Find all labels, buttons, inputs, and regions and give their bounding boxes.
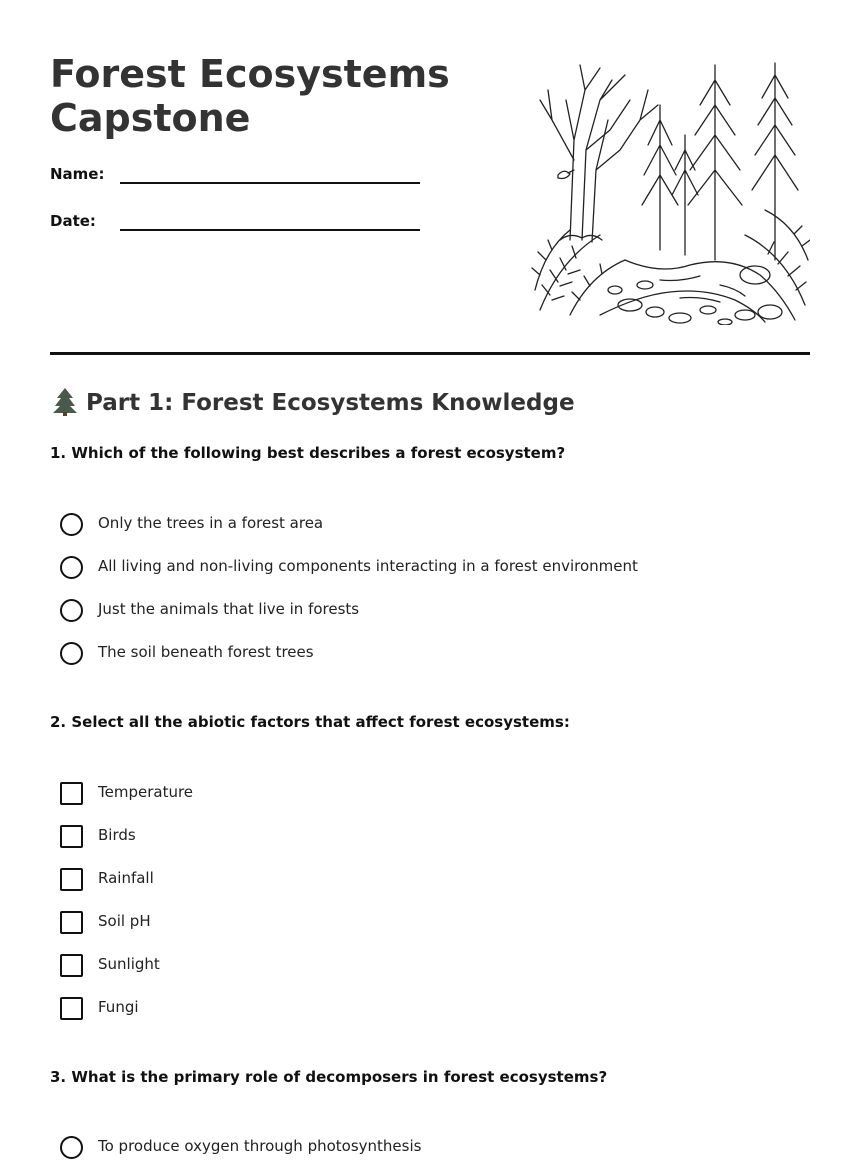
worksheet-header (50, 0, 810, 355)
option-label: Soil pH (98, 912, 151, 930)
date-field (50, 212, 420, 242)
option-label: Temperature (98, 783, 194, 801)
question-1-text: 1. Which of the following best describes a forest ecosystem? (50, 444, 566, 462)
option-label: Fungi (98, 998, 139, 1016)
option-label: Sunlight (98, 955, 160, 973)
date-label: Date: (50, 212, 96, 230)
worksheet-title: Forest Ecosystems Capstone (50, 52, 450, 140)
option-label: To produce oxygen through photosynthesis (98, 1137, 422, 1155)
option-label: The soil beneath forest trees (98, 643, 314, 661)
option-label: Birds (98, 826, 136, 844)
radio-button[interactable] (60, 642, 83, 665)
checkbox[interactable] (60, 868, 83, 891)
radio-button[interactable] (60, 513, 83, 536)
date-line[interactable] (120, 229, 420, 231)
name-line[interactable] (120, 182, 420, 184)
option-label: Just the animals that live in forests (98, 600, 360, 618)
option-label: Only the trees in a forest area (98, 514, 324, 532)
name-label: Name: (50, 165, 105, 183)
worksheet-page (50, 0, 810, 1155)
forest-stream-illustration (530, 60, 810, 325)
question-2-text: 2. Select all the abiotic factors that affect forest ecosystems: (50, 713, 570, 731)
checkbox[interactable] (60, 911, 83, 934)
checkbox[interactable] (60, 954, 83, 977)
radio-button[interactable] (60, 556, 83, 579)
checkbox[interactable] (60, 825, 83, 848)
checkbox[interactable] (60, 782, 83, 805)
evergreen-tree-icon (50, 386, 80, 416)
section-title-text: Part 1: Forest Ecosystems Knowledge (86, 390, 575, 416)
radio-button[interactable] (60, 599, 83, 622)
question-3-text: 3. What is the primary role of decomposers in forest ecosystems? (50, 1068, 608, 1086)
option-label: All living and non-living components interacting in a forest environment (98, 557, 638, 575)
name-field (50, 165, 420, 195)
section-title (50, 386, 575, 416)
radio-button[interactable] (60, 1136, 83, 1159)
option-label: Rainfall (98, 869, 154, 887)
checkbox[interactable] (60, 997, 83, 1020)
